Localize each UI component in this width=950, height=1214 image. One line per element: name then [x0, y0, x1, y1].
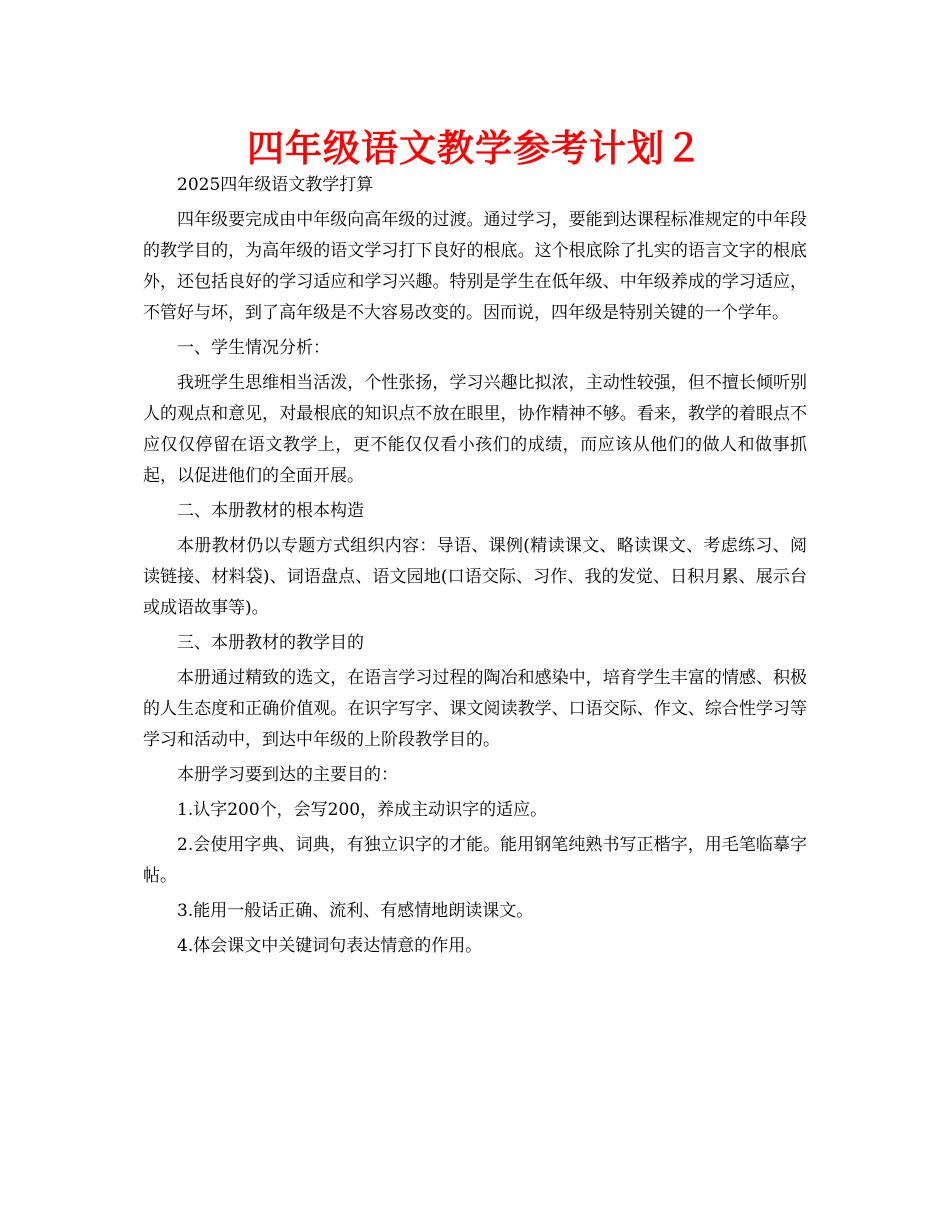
paragraph-main-goals-heading: 本册学习要到达的主要目的：	[177, 765, 398, 785]
paragraph-teaching-goals: 本册通过精致的选文，在语言学习过程的陶冶和感染中，培育学生丰富的情感、积极的人生态度和正确价值观。在识字写字、课文阅读教学、口语交际、作文、综合性学习等学习和活动中，到达中年级的上阶段教学目的。	[143, 668, 807, 750]
document-body	[143, 170, 807, 966]
paragraph-subtitle: 2025四年级语文教学打算	[177, 175, 374, 195]
section-heading-student-analysis: 一、学生情况分析：	[177, 338, 330, 358]
section-heading-teaching-goals: 三、本册教材的教学目的	[177, 633, 364, 653]
list-item-goal-4: 4.体会课文中关键词句表达情意的作用。	[177, 936, 483, 956]
paragraph-textbook-structure: 本册教材仍以专题方式组织内容：导语、课例(精读课文、略读课文、考虑练习、阅读链接、材料袋)、词语盘点、语文园地(口语交际、习作、我的发觉、日积月累、展示台或成语故事等)。	[143, 536, 807, 618]
list-item-goal-1: 1.认字200个，会写200，养成主动识字的适应。	[177, 800, 548, 820]
paragraph-intro: 四年级要完成由中年级向高年级的过渡。通过学习，要能到达课程标准规定的中年段的教学目的，为高年级的语文学习打下良好的根底。这个根底除了扎实的语言文字的根底外，还包括良好的学习适应和学习兴趣。特别是学生在低年级、中年级养成的学习适应，不管好与坏，到了高年级是不大容易改变的。因而说，四年级是特别关键的一个学年。	[143, 210, 807, 323]
section-heading-textbook-structure: 二、本册教材的根本构造	[177, 501, 364, 521]
paragraph-student-analysis: 我班学生思维相当活泼，个性张扬，学习兴趣比拟浓，主动性较强，但不擅长倾听别人的观点和意见，对最根底的知识点不放在眼里，协作精神不够。看来，教学的着眼点不应仅仅停留在语文教学上，更不能仅仅看小孩们的成绩，而应该从他们的做人和做事抓起，以促进他们的全面开展。	[143, 373, 807, 486]
document-title: 四年级语文教学参考计划２	[247, 127, 703, 170]
list-item-goal-2: 2.会使用字典、词典，有独立识字的才能。能用钢笔纯熟书写正楷字，用毛笔临摹字帖。	[143, 835, 807, 886]
list-item-goal-3: 3.能用一般话正确、流利、有感情地朗读课文。	[177, 901, 534, 921]
